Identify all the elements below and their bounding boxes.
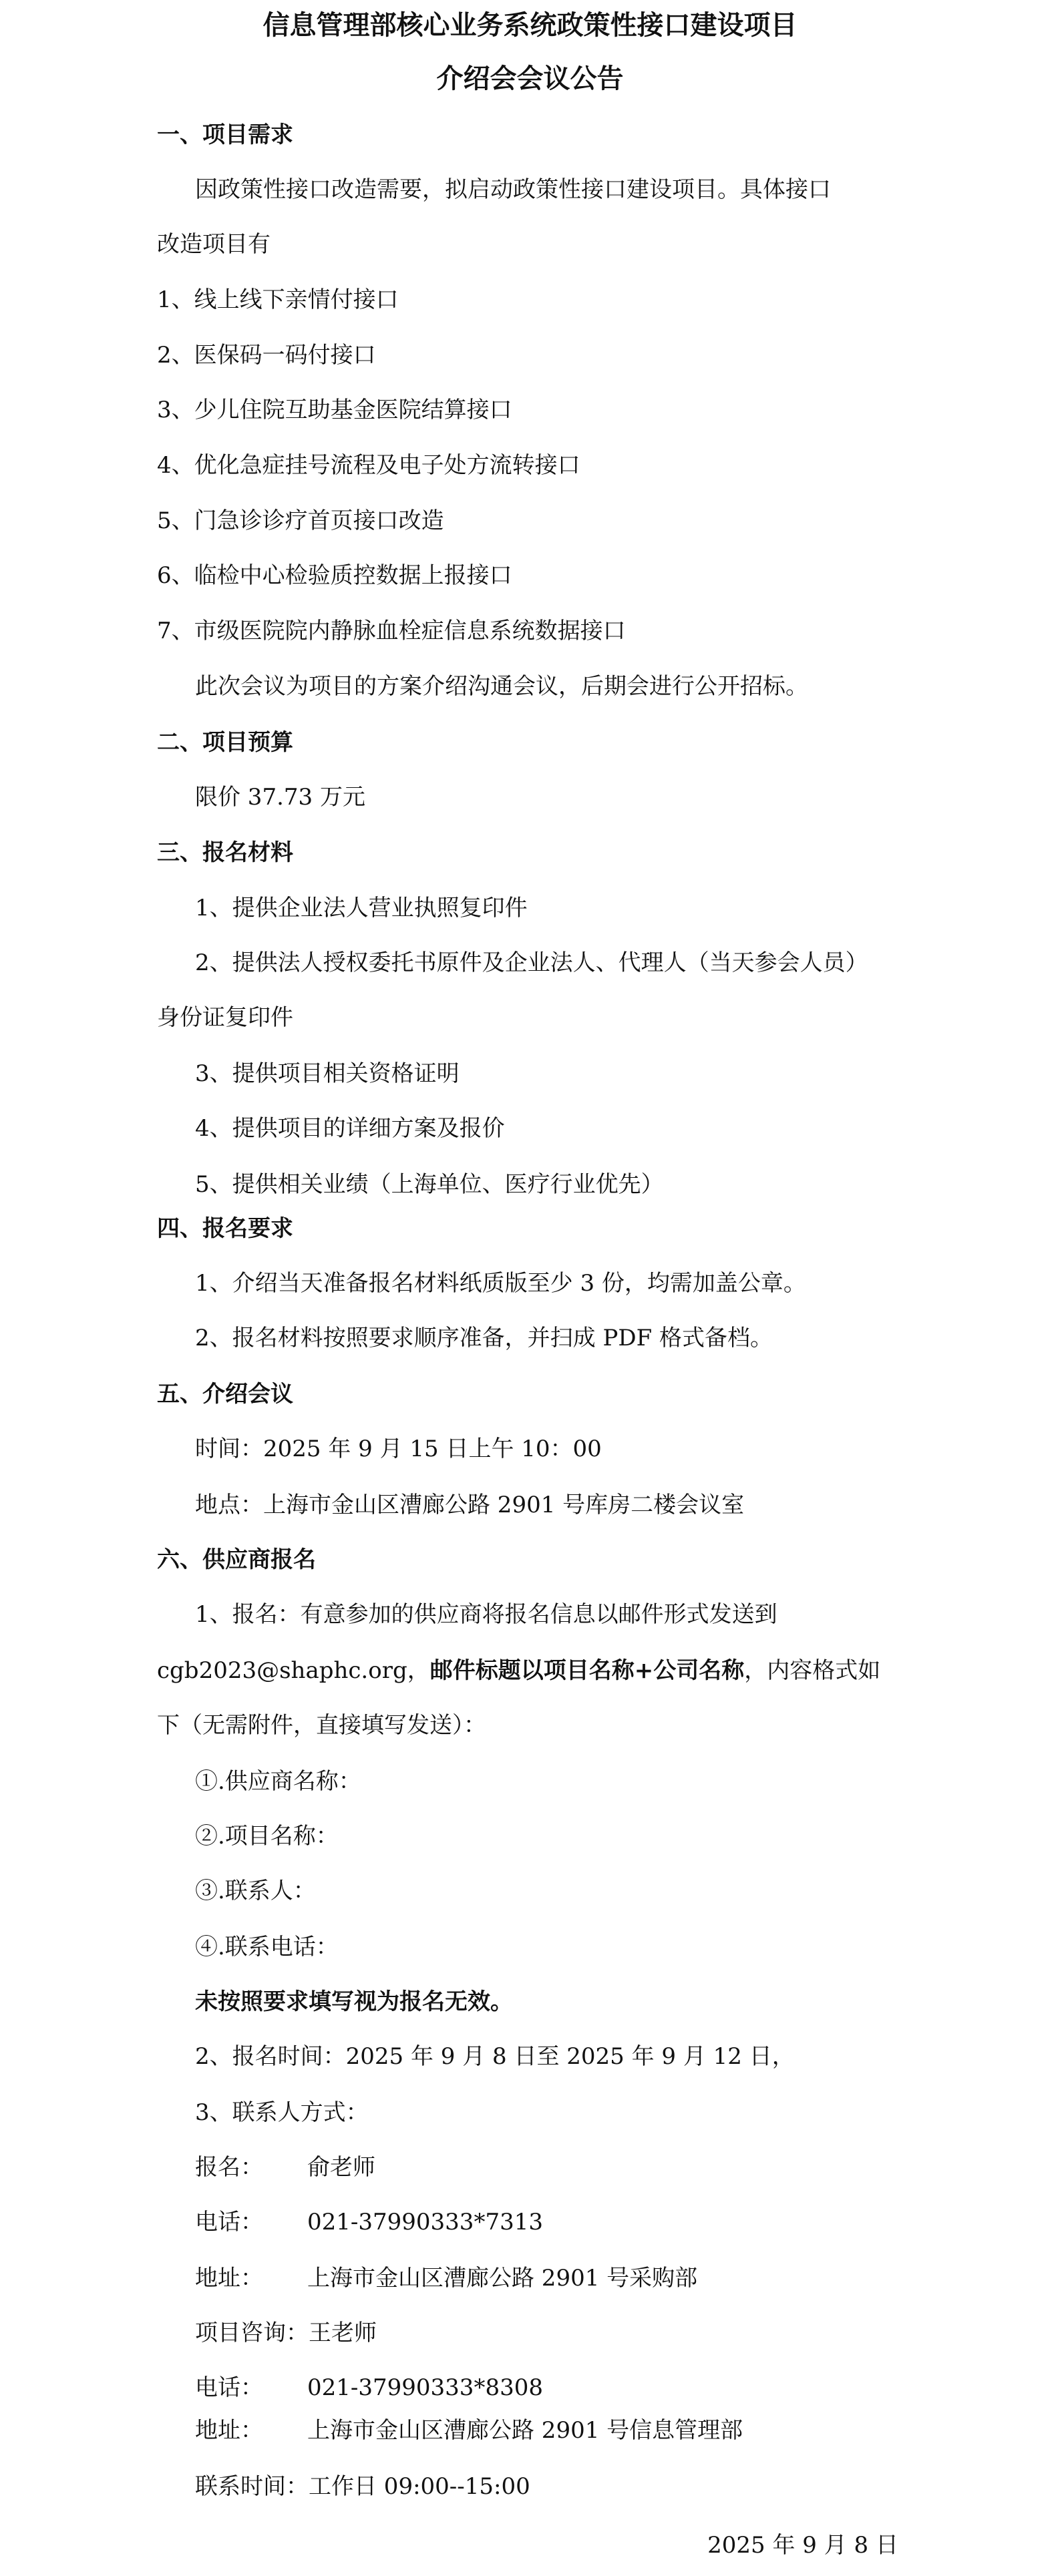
- contact-row-registration: [195, 2153, 263, 2182]
- material-item: 3、提供项目相关资格证明: [195, 1060, 460, 1087]
- registration-instruction-cont: 下（无需附件，直接填写发送）：: [157, 1712, 486, 1739]
- requirement-item: 2、医保码一码付接口: [157, 342, 376, 369]
- registration-email: cgb2023@shaphc.org，: [157, 1657, 430, 1684]
- section-heading-budget: 二、项目预算: [157, 729, 293, 756]
- registration-phone: 021-37990333*7313: [307, 2209, 543, 2235]
- section-heading-meeting: 五、介绍会议: [157, 1381, 293, 1408]
- phone-label: 电话：: [195, 2374, 263, 2401]
- reg-requirement-item: 1、介绍当天准备报名材料纸质版至少 3 份，均需加盖公章。: [195, 1270, 806, 1297]
- registration-instruction: 1、报名：有意参加的供应商将报名信息以邮件形式发送到: [195, 1601, 777, 1628]
- form-field-item: ④.联系电话：: [195, 1934, 339, 1960]
- form-field-item: ②.项目名称：: [195, 1823, 339, 1850]
- section-heading-requirements: 一、项目需求: [157, 122, 293, 148]
- material-item: 1、提供企业法人营业执照复印件: [195, 895, 528, 921]
- phone-label: 电话：: [195, 2209, 263, 2235]
- registration-instruction-tail: ，内容格式如: [744, 1657, 881, 1684]
- document-subtitle: 介绍会会议公告: [436, 63, 624, 94]
- requirements-intro: 因政策性接口改造需要，拟启动政策性接口建设项目。具体接口: [195, 176, 831, 203]
- budget-value: 限价 37.73 万元: [195, 784, 365, 811]
- material-item: 4、提供项目的详细方案及报价: [195, 1115, 505, 1142]
- project-consult-contact: 项目咨询：王老师: [195, 2320, 377, 2346]
- contact-label: 报名：: [195, 2154, 263, 2181]
- announcement-date: 2025 年 9 月 8 日: [707, 2532, 898, 2559]
- requirement-item: 7、市级医院院内静脉血栓症信息系统数据接口: [157, 618, 626, 644]
- invalid-registration-warning: 未按照要求填写视为报名无效。: [195, 1988, 513, 2015]
- reg-requirement-item: 2、报名材料按照要求顺序准备，并扫成 PDF 格式备档。: [195, 1325, 773, 1351]
- section-heading-reg-requirements: 四、报名要求: [157, 1215, 293, 1242]
- requirement-item: 3、少儿住院互助基金医院结算接口: [157, 397, 512, 423]
- meeting-place: 地点：上海市金山区漕廊公路 2901 号库房二楼会议室: [195, 1492, 745, 1518]
- contact-heading: 3、联系人方式：: [195, 2099, 369, 2126]
- requirements-intro-cont: 改造项目有: [157, 231, 271, 258]
- consult-phone: 021-37990333*8308: [307, 2374, 543, 2401]
- section-heading-supplier-reg: 六、供应商报名: [157, 1546, 316, 1573]
- email-subject-rule: 邮件标题以项目名称+公司名称: [429, 1657, 745, 1684]
- form-field-item: ①.供应商名称：: [195, 1768, 361, 1795]
- section-heading-materials: 三、报名材料: [157, 839, 293, 866]
- registration-period: 2、报名时间：2025 年 9 月 8 日至 2025 年 9 月 12 日，: [195, 2043, 795, 2070]
- material-item-cont: 身份证复印件: [157, 1004, 293, 1031]
- registration-instruction-cont: [157, 1656, 880, 1685]
- registration-address: 上海市金山区漕廊公路 2901 号采购部: [307, 2265, 698, 2292]
- form-field-item: ③.联系人：: [195, 1878, 316, 1904]
- material-item: 5、提供相关业绩（上海单位、医疗行业优先）: [195, 1171, 664, 1198]
- requirement-item: 4、优化急症挂号流程及电子处方流转接口: [157, 452, 580, 479]
- consult-address: 上海市金山区漕廊公路 2901 号信息管理部: [307, 2417, 743, 2444]
- requirement-item: 6、临检中心检验质控数据上报接口: [157, 562, 512, 589]
- material-item: 2、提供法人授权委托书原件及企业法人、代理人（当天参会人员）: [195, 949, 868, 976]
- meeting-time: 时间：2025 年 9 月 15 日上午 10：00: [195, 1436, 602, 1462]
- contact-name: 俞老师: [307, 2154, 375, 2181]
- requirement-item: 1、线上线下亲情付接口: [157, 286, 399, 313]
- contact-hours: 联系时间：工作日 09:00--15:00: [195, 2473, 530, 2500]
- requirement-item: 5、门急诊诊疗首页接口改造: [157, 507, 444, 534]
- address-label: 地址：: [195, 2417, 263, 2444]
- address-label: 地址：: [195, 2265, 263, 2292]
- meeting-note: 此次会议为项目的方案介绍沟通会议，后期会进行公开招标。: [195, 673, 808, 700]
- document-title: 信息管理部核心业务系统政策性接口建设项目: [262, 9, 798, 41]
